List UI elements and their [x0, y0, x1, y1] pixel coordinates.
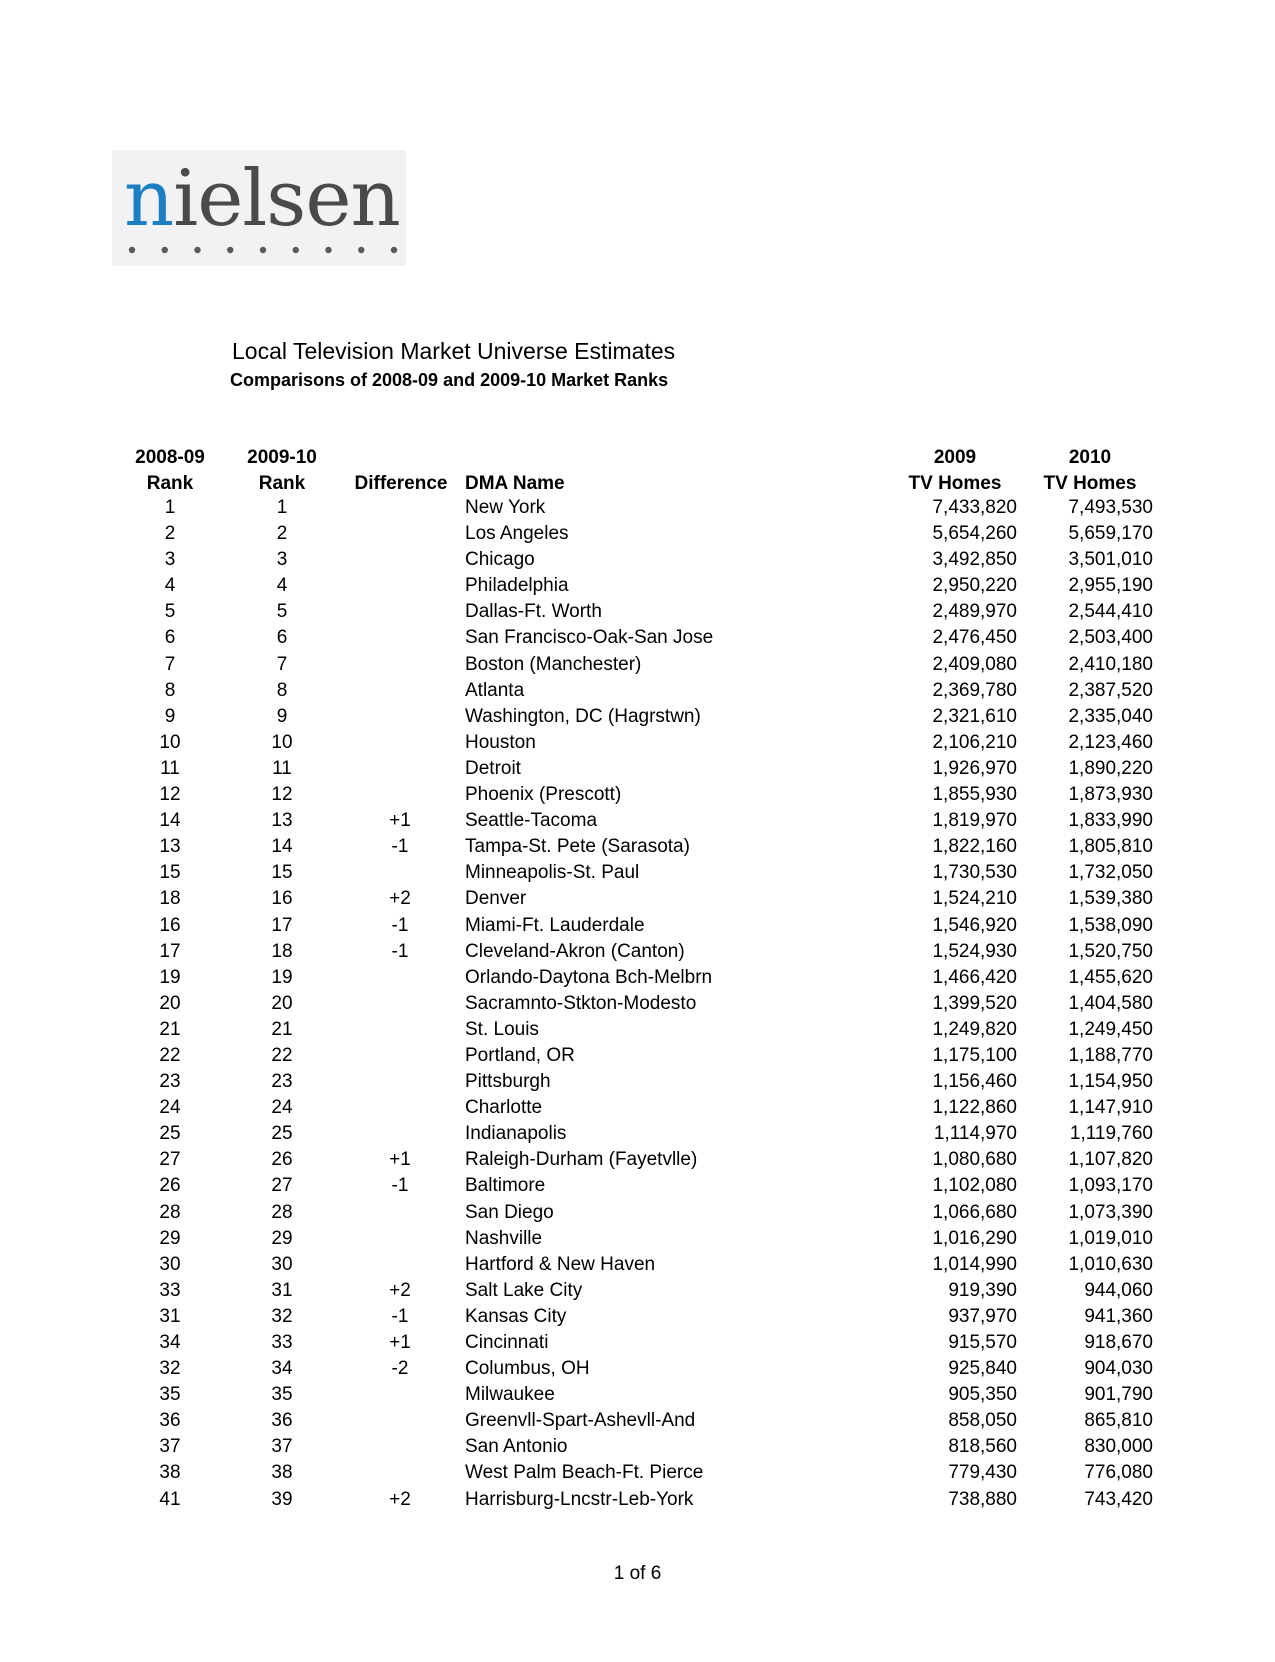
- rank-0809-cell: 31: [159, 1305, 181, 1327]
- rank-0809-cell: 23: [159, 1071, 181, 1093]
- rank-0809-cell: 21: [159, 1018, 181, 1040]
- rank-0910-cell: 34: [271, 1358, 293, 1380]
- rank-0910-cell: 33: [271, 1332, 293, 1353]
- page-title: Local Television Market Universe Estimates: [232, 338, 676, 364]
- tv-homes-2009-cell: 1,546,920: [932, 914, 1017, 936]
- dma-name-cell: Seattle-Tacoma: [465, 810, 598, 832]
- rank-0910-cell: 14: [271, 836, 293, 858]
- table-row: [0, 1304, 1275, 1330]
- dma-name-cell: Philadelphia: [465, 575, 569, 597]
- rank-0809-cell: 35: [159, 1384, 181, 1406]
- table-row: [0, 1095, 1275, 1121]
- tv-homes-2009-cell: 779,430: [948, 1462, 1017, 1484]
- rank-0809-cell: 2: [164, 523, 176, 545]
- tv-homes-2009-cell: 905,350: [948, 1384, 1017, 1406]
- tv-homes-2010-cell: 1,833,990: [1068, 810, 1153, 832]
- rank-0910-cell: 23: [271, 1071, 293, 1093]
- difference-cell: +1: [389, 1149, 411, 1171]
- rank-0910-cell: 24: [271, 1097, 293, 1119]
- rank-0809-cell: 27: [159, 1149, 181, 1171]
- rank-0910-cell: 4: [276, 575, 288, 597]
- dma-name-cell: Charlotte: [465, 1097, 543, 1119]
- tv-homes-2010-cell: 865,810: [1084, 1410, 1153, 1432]
- header-homes-2009-year: 2009: [933, 447, 977, 468]
- tv-homes-2009-cell: 2,489,970: [932, 601, 1017, 623]
- rank-0910-cell: 7: [276, 653, 288, 675]
- tv-homes-2009-cell: 1,249,820: [932, 1018, 1017, 1040]
- tv-homes-2010-cell: 743,420: [1084, 1488, 1153, 1510]
- table-row: [0, 599, 1275, 625]
- rank-0910-cell: 3: [276, 549, 288, 571]
- logo-dot: [129, 247, 135, 253]
- tv-homes-2010-cell: 944,060: [1084, 1279, 1153, 1301]
- tv-homes-2009-cell: 925,840: [948, 1358, 1017, 1380]
- dma-name-cell: Atlanta: [465, 679, 525, 701]
- table-row: [0, 756, 1275, 782]
- tv-homes-2009-cell: 1,122,860: [932, 1097, 1017, 1119]
- tv-homes-2009-cell: 2,106,210: [932, 731, 1017, 753]
- tv-homes-2010-cell: 1,890,220: [1068, 757, 1153, 779]
- table-row: [0, 808, 1275, 834]
- table-row: [0, 1069, 1275, 1095]
- tv-homes-2010-cell: 1,538,090: [1068, 914, 1153, 936]
- rank-0910-cell: 16: [271, 888, 293, 910]
- rank-0809-cell: 36: [159, 1410, 181, 1432]
- tv-homes-2009-cell: 1,466,420: [932, 966, 1017, 988]
- rank-0809-cell: 26: [159, 1175, 181, 1197]
- tv-homes-2009-cell: 1,066,680: [932, 1201, 1017, 1223]
- tv-homes-2010-cell: 1,073,390: [1068, 1201, 1153, 1223]
- rank-0910-cell: 38: [271, 1462, 293, 1484]
- table-row: [0, 1460, 1275, 1486]
- difference-cell: +1: [389, 1332, 411, 1353]
- difference-cell: +2: [389, 888, 411, 910]
- tv-homes-2010-cell: 901,790: [1084, 1384, 1153, 1406]
- rank-0910-cell: 5: [276, 601, 288, 623]
- tv-homes-2010-cell: 830,000: [1084, 1436, 1153, 1458]
- header-homes-2010-year: 2010: [1068, 447, 1112, 468]
- header-rank-0809-label: Rank: [146, 473, 194, 494]
- table-row: [0, 652, 1275, 678]
- dma-name-cell: St. Louis: [465, 1018, 539, 1040]
- dma-name-cell: West Palm Beach-Ft. Pierce: [465, 1462, 704, 1484]
- tv-homes-2009-cell: 5,654,260: [932, 523, 1017, 545]
- tv-homes-2010-cell: 1,188,770: [1068, 1044, 1153, 1066]
- table-row: [0, 678, 1275, 704]
- logo-dot: [325, 247, 331, 253]
- header-dma-name: DMA Name: [465, 473, 565, 494]
- table-row: [0, 1487, 1275, 1513]
- rank-0809-cell: 29: [159, 1227, 181, 1249]
- table-row: [0, 860, 1275, 886]
- rank-0809-cell: 9: [164, 705, 176, 727]
- tv-homes-2009-cell: 1,014,990: [932, 1253, 1017, 1275]
- header-rank-0910-year: 2009-10: [247, 447, 317, 468]
- table-row: [0, 782, 1275, 808]
- dma-name-cell: San Antonio: [465, 1436, 568, 1458]
- header-homes-2010-label: TV Homes: [1043, 473, 1137, 494]
- table-row: [0, 1408, 1275, 1434]
- difference-cell: -1: [391, 940, 409, 962]
- tv-homes-2009-cell: 1,399,520: [932, 992, 1017, 1014]
- tv-homes-2009-cell: 937,970: [948, 1305, 1017, 1327]
- table-row: [0, 1121, 1275, 1147]
- rank-0910-cell: 20: [271, 992, 293, 1014]
- tv-homes-2009-cell: 919,390: [948, 1279, 1017, 1301]
- dma-name-cell: Denver: [465, 888, 527, 910]
- difference-cell: -1: [391, 914, 409, 936]
- difference-cell: -2: [391, 1358, 409, 1380]
- tv-homes-2009-cell: 818,560: [948, 1436, 1017, 1458]
- logo-dot: [227, 247, 233, 253]
- nielsen-logo: [112, 150, 406, 266]
- rank-0910-cell: 18: [271, 940, 293, 962]
- tv-homes-2009-cell: 858,050: [948, 1410, 1017, 1432]
- dma-name-cell: Dallas-Ft. Worth: [465, 601, 602, 623]
- rank-0809-cell: 16: [159, 914, 181, 936]
- tv-homes-2010-cell: 1,010,630: [1068, 1253, 1153, 1275]
- rank-0809-cell: 7: [164, 653, 176, 675]
- dma-name-cell: Tampa-St. Pete (Sarasota): [465, 836, 690, 858]
- tv-homes-2009-cell: 1,080,680: [932, 1149, 1017, 1171]
- tv-homes-2010-cell: 1,404,580: [1068, 992, 1153, 1014]
- dma-name-cell: San Diego: [465, 1201, 554, 1223]
- dma-name-cell: Baltimore: [465, 1175, 546, 1197]
- table-row: [0, 1173, 1275, 1199]
- tv-homes-2010-cell: 1,019,010: [1068, 1227, 1153, 1249]
- rank-0809-cell: 6: [164, 627, 176, 649]
- rank-0809-cell: 4: [164, 575, 176, 597]
- rank-0910-cell: 22: [271, 1044, 293, 1066]
- rank-0910-cell: 15: [271, 862, 293, 884]
- tv-homes-2009-cell: 7,433,820: [932, 497, 1017, 518]
- dma-name-cell: Chicago: [465, 549, 535, 571]
- tv-homes-2010-cell: 2,544,410: [1068, 601, 1153, 623]
- dma-name-cell: Boston (Manchester): [465, 653, 642, 675]
- rank-0809-cell: 24: [159, 1097, 181, 1119]
- tv-homes-2009-cell: 1,175,100: [932, 1044, 1017, 1066]
- rank-0809-cell: 20: [159, 992, 181, 1014]
- tv-homes-2010-cell: 1,732,050: [1068, 862, 1153, 884]
- rank-0809-cell: 30: [159, 1253, 181, 1275]
- tv-homes-2010-cell: 941,360: [1084, 1305, 1153, 1327]
- tv-homes-2010-cell: 1,093,170: [1068, 1175, 1153, 1197]
- rank-0809-cell: 25: [159, 1123, 181, 1145]
- rank-0809-cell: 18: [159, 888, 181, 910]
- dma-name-cell: Minneapolis-St. Paul: [465, 862, 640, 884]
- tv-homes-2009-cell: 2,409,080: [932, 653, 1017, 675]
- difference-cell: +2: [389, 1279, 411, 1301]
- rank-0809-cell: 17: [159, 940, 181, 962]
- rank-0809-cell: 3: [164, 549, 176, 571]
- rank-0809-cell: 32: [159, 1358, 181, 1380]
- rank-0910-cell: 28: [271, 1201, 293, 1223]
- difference-cell: +1: [389, 810, 411, 832]
- tv-homes-2009-cell: 2,369,780: [932, 679, 1017, 701]
- rank-0809-cell: 13: [159, 836, 181, 858]
- tv-homes-2009-cell: 1,926,970: [932, 757, 1017, 779]
- difference-cell: -1: [391, 836, 409, 858]
- table-row: [0, 939, 1275, 965]
- rank-0910-cell: 37: [271, 1436, 293, 1458]
- tv-homes-2010-cell: 904,030: [1084, 1358, 1153, 1380]
- dma-name-cell: Salt Lake City: [465, 1279, 583, 1301]
- rank-0809-cell: 15: [159, 862, 181, 884]
- rank-0809-cell: 11: [160, 757, 180, 779]
- dma-name-cell: San Francisco-Oak-San Jose: [465, 627, 714, 649]
- tv-homes-2010-cell: 5,659,170: [1068, 523, 1153, 545]
- tv-homes-2010-cell: 2,955,190: [1068, 575, 1153, 597]
- rank-0910-cell: 10: [271, 731, 293, 753]
- rank-0910-cell: 12: [271, 784, 293, 806]
- tv-homes-2010-cell: 1,107,820: [1068, 1149, 1153, 1171]
- header-difference: Difference: [354, 473, 448, 494]
- rank-0809-cell: 12: [159, 784, 181, 806]
- dma-name-cell: Kansas City: [465, 1305, 567, 1327]
- difference-cell: -1: [391, 1305, 409, 1327]
- table-row: [0, 1356, 1275, 1382]
- rank-0910-cell: 26: [271, 1149, 293, 1171]
- rank-0809-cell: 38: [159, 1462, 181, 1484]
- table-row: [0, 704, 1275, 730]
- table-row: [0, 965, 1275, 991]
- tv-homes-2009-cell: 738,880: [948, 1488, 1017, 1510]
- rank-0910-cell: 27: [271, 1175, 293, 1197]
- dma-name-cell: Orlando-Daytona Bch-Melbrn: [465, 966, 713, 988]
- table-row: [0, 1382, 1275, 1408]
- table-row: [0, 886, 1275, 912]
- page-subtitle: Comparisons of 2008-09 and 2009-10 Market Ranks: [230, 370, 669, 390]
- table-row: [0, 1278, 1275, 1304]
- table-row: [0, 573, 1275, 599]
- logo-dots: [128, 246, 398, 254]
- rank-0809-cell: 34: [159, 1332, 181, 1353]
- rank-0809-cell: 33: [159, 1279, 181, 1301]
- dma-name-cell: Nashville: [465, 1227, 543, 1249]
- rank-0910-cell: 32: [271, 1305, 293, 1327]
- tv-homes-2010-cell: 7,493,530: [1068, 497, 1153, 518]
- tv-homes-2009-cell: 1,819,970: [932, 810, 1017, 832]
- dma-name-cell: Cleveland-Akron (Canton): [465, 940, 685, 962]
- tv-homes-2010-cell: 2,335,040: [1068, 705, 1153, 727]
- rank-0809-cell: 41: [159, 1488, 181, 1510]
- rank-0809-cell: 10: [159, 731, 181, 753]
- logo-dot: [162, 247, 168, 253]
- rank-0910-cell: 36: [271, 1410, 293, 1432]
- rank-0910-cell: 39: [271, 1488, 293, 1510]
- dma-name-cell: Portland, OR: [465, 1044, 575, 1066]
- tv-homes-2010-cell: 1,154,950: [1068, 1071, 1153, 1093]
- dma-name-cell: Columbus, OH: [465, 1358, 590, 1380]
- logo-rest-letters: ielsen: [173, 154, 400, 244]
- logo-dot: [358, 247, 364, 253]
- logo-dot: [293, 247, 299, 253]
- dma-name-cell: Harrisburg-Lncstr-Leb-York: [465, 1488, 694, 1510]
- tv-homes-2010-cell: 2,503,400: [1068, 627, 1153, 649]
- rank-0910-cell: 8: [276, 679, 288, 701]
- rank-0910-cell: 21: [271, 1018, 293, 1040]
- tv-homes-2009-cell: 2,321,610: [932, 705, 1017, 727]
- tv-homes-2010-cell: 776,080: [1084, 1462, 1153, 1484]
- tv-homes-2010-cell: 3,501,010: [1068, 549, 1153, 571]
- rank-0809-cell: 37: [159, 1436, 181, 1458]
- dma-name-cell: Miami-Ft. Lauderdale: [465, 914, 645, 936]
- rank-0910-cell: 9: [276, 705, 288, 727]
- tv-homes-2009-cell: 1,855,930: [932, 784, 1017, 806]
- tv-homes-2009-cell: 3,492,850: [932, 549, 1017, 571]
- rank-0910-cell: 6: [276, 627, 288, 649]
- tv-homes-2010-cell: 1,119,760: [1069, 1123, 1153, 1145]
- table-row: [0, 834, 1275, 860]
- dma-name-cell: Pittsburgh: [465, 1071, 551, 1093]
- tv-homes-2010-cell: 918,670: [1084, 1332, 1153, 1353]
- rank-0910-cell: 11: [272, 757, 292, 779]
- difference-cell: -1: [391, 1175, 409, 1197]
- tv-homes-2010-cell: 1,520,750: [1068, 940, 1153, 962]
- tv-homes-2010-cell: 1,147,910: [1068, 1097, 1153, 1119]
- table-row: [0, 1330, 1275, 1356]
- dma-name-cell: Indianapolis: [465, 1123, 567, 1145]
- rank-0809-cell: 14: [159, 810, 181, 832]
- table-row: [0, 1017, 1275, 1043]
- table-row: [0, 495, 1275, 521]
- tv-homes-2009-cell: 1,822,160: [932, 836, 1017, 858]
- logo-dot: [194, 247, 200, 253]
- header-homes-2009-label: TV Homes: [908, 473, 1002, 494]
- dma-name-cell: Greenvll-Spart-Ashevll-And: [465, 1410, 696, 1432]
- rank-0910-cell: 29: [271, 1227, 293, 1249]
- rank-0809-cell: 1: [164, 497, 176, 518]
- table-row: [0, 1226, 1275, 1252]
- rank-0910-cell: 25: [271, 1123, 293, 1145]
- dma-name-cell: Raleigh-Durham (Fayetvlle): [465, 1149, 698, 1171]
- table-row: [0, 625, 1275, 651]
- dma-name-cell: Phoenix (Prescott): [465, 784, 622, 806]
- rank-0910-cell: 31: [271, 1279, 293, 1301]
- tv-homes-2010-cell: 1,455,620: [1068, 966, 1153, 988]
- dma-name-cell: Cincinnati: [465, 1332, 549, 1353]
- rank-0809-cell: 22: [159, 1044, 181, 1066]
- logo-dot: [260, 247, 266, 253]
- rank-0809-cell: 19: [159, 966, 181, 988]
- tv-homes-2009-cell: 1,524,210: [932, 888, 1017, 910]
- dma-name-cell: Milwaukee: [465, 1384, 555, 1406]
- header-rank-0809-year: 2008-09: [135, 447, 205, 468]
- tv-homes-2010-cell: 1,873,930: [1068, 784, 1153, 806]
- logo-dot: [391, 247, 397, 253]
- tv-homes-2009-cell: 1,016,290: [932, 1227, 1017, 1249]
- dma-name-cell: Houston: [465, 731, 536, 753]
- rank-0910-cell: 2: [276, 523, 288, 545]
- table-row: [0, 1147, 1275, 1173]
- tv-homes-2010-cell: 2,410,180: [1068, 653, 1153, 675]
- tv-homes-2009-cell: 1,102,080: [932, 1175, 1017, 1197]
- tv-homes-2010-cell: 1,539,380: [1068, 888, 1153, 910]
- rank-0910-cell: 19: [271, 966, 293, 988]
- table-row: [0, 730, 1275, 756]
- table-row: [0, 913, 1275, 939]
- tv-homes-2010-cell: 1,249,450: [1068, 1018, 1153, 1040]
- tv-homes-2010-cell: 1,805,810: [1068, 836, 1153, 858]
- tv-homes-2010-cell: 2,123,460: [1068, 731, 1153, 753]
- logo-accent-letter: n: [124, 154, 174, 244]
- dma-name-cell: Hartford & New Haven: [465, 1253, 656, 1275]
- table-row: [0, 547, 1275, 573]
- tv-homes-2009-cell: 1,730,530: [932, 862, 1017, 884]
- dma-name-cell: Detroit: [465, 757, 521, 779]
- dma-name-cell: New York: [465, 497, 546, 518]
- table-row: [0, 991, 1275, 1017]
- rank-0910-cell: 13: [271, 810, 293, 832]
- tv-homes-2009-cell: 2,476,450: [932, 627, 1017, 649]
- tv-homes-2009-cell: 2,950,220: [932, 575, 1017, 597]
- table-row: [0, 1200, 1275, 1226]
- rank-0809-cell: 28: [159, 1201, 181, 1223]
- header-rank-0910-label: Rank: [258, 473, 306, 494]
- tv-homes-2009-cell: 1,524,930: [932, 940, 1017, 962]
- tv-homes-2009-cell: 1,114,970: [933, 1123, 1017, 1145]
- rank-0910-cell: 17: [271, 914, 293, 936]
- rank-0910-cell: 35: [271, 1384, 293, 1406]
- table-row: [0, 521, 1275, 547]
- logo-wordmark: [124, 154, 400, 244]
- tv-homes-2010-cell: 2,387,520: [1068, 679, 1153, 701]
- table-row: [0, 1434, 1275, 1460]
- dma-name-cell: Sacramnto-Stkton-Modesto: [465, 992, 697, 1014]
- difference-cell: +2: [389, 1488, 411, 1510]
- market-rank-table: [0, 495, 1275, 1513]
- dma-name-cell: Los Angeles: [465, 523, 569, 545]
- rank-0910-cell: 30: [271, 1253, 293, 1275]
- table-row: [0, 1252, 1275, 1278]
- dma-name-cell: Washington, DC (Hagrstwn): [465, 705, 701, 727]
- tv-homes-2009-cell: 915,570: [948, 1332, 1017, 1353]
- rank-0910-cell: 1: [276, 497, 288, 518]
- tv-homes-2009-cell: 1,156,460: [932, 1071, 1017, 1093]
- rank-0809-cell: 5: [164, 601, 176, 623]
- rank-0809-cell: 8: [164, 679, 176, 701]
- table-row: [0, 1043, 1275, 1069]
- page-number: 1 of 6: [613, 1563, 662, 1584]
